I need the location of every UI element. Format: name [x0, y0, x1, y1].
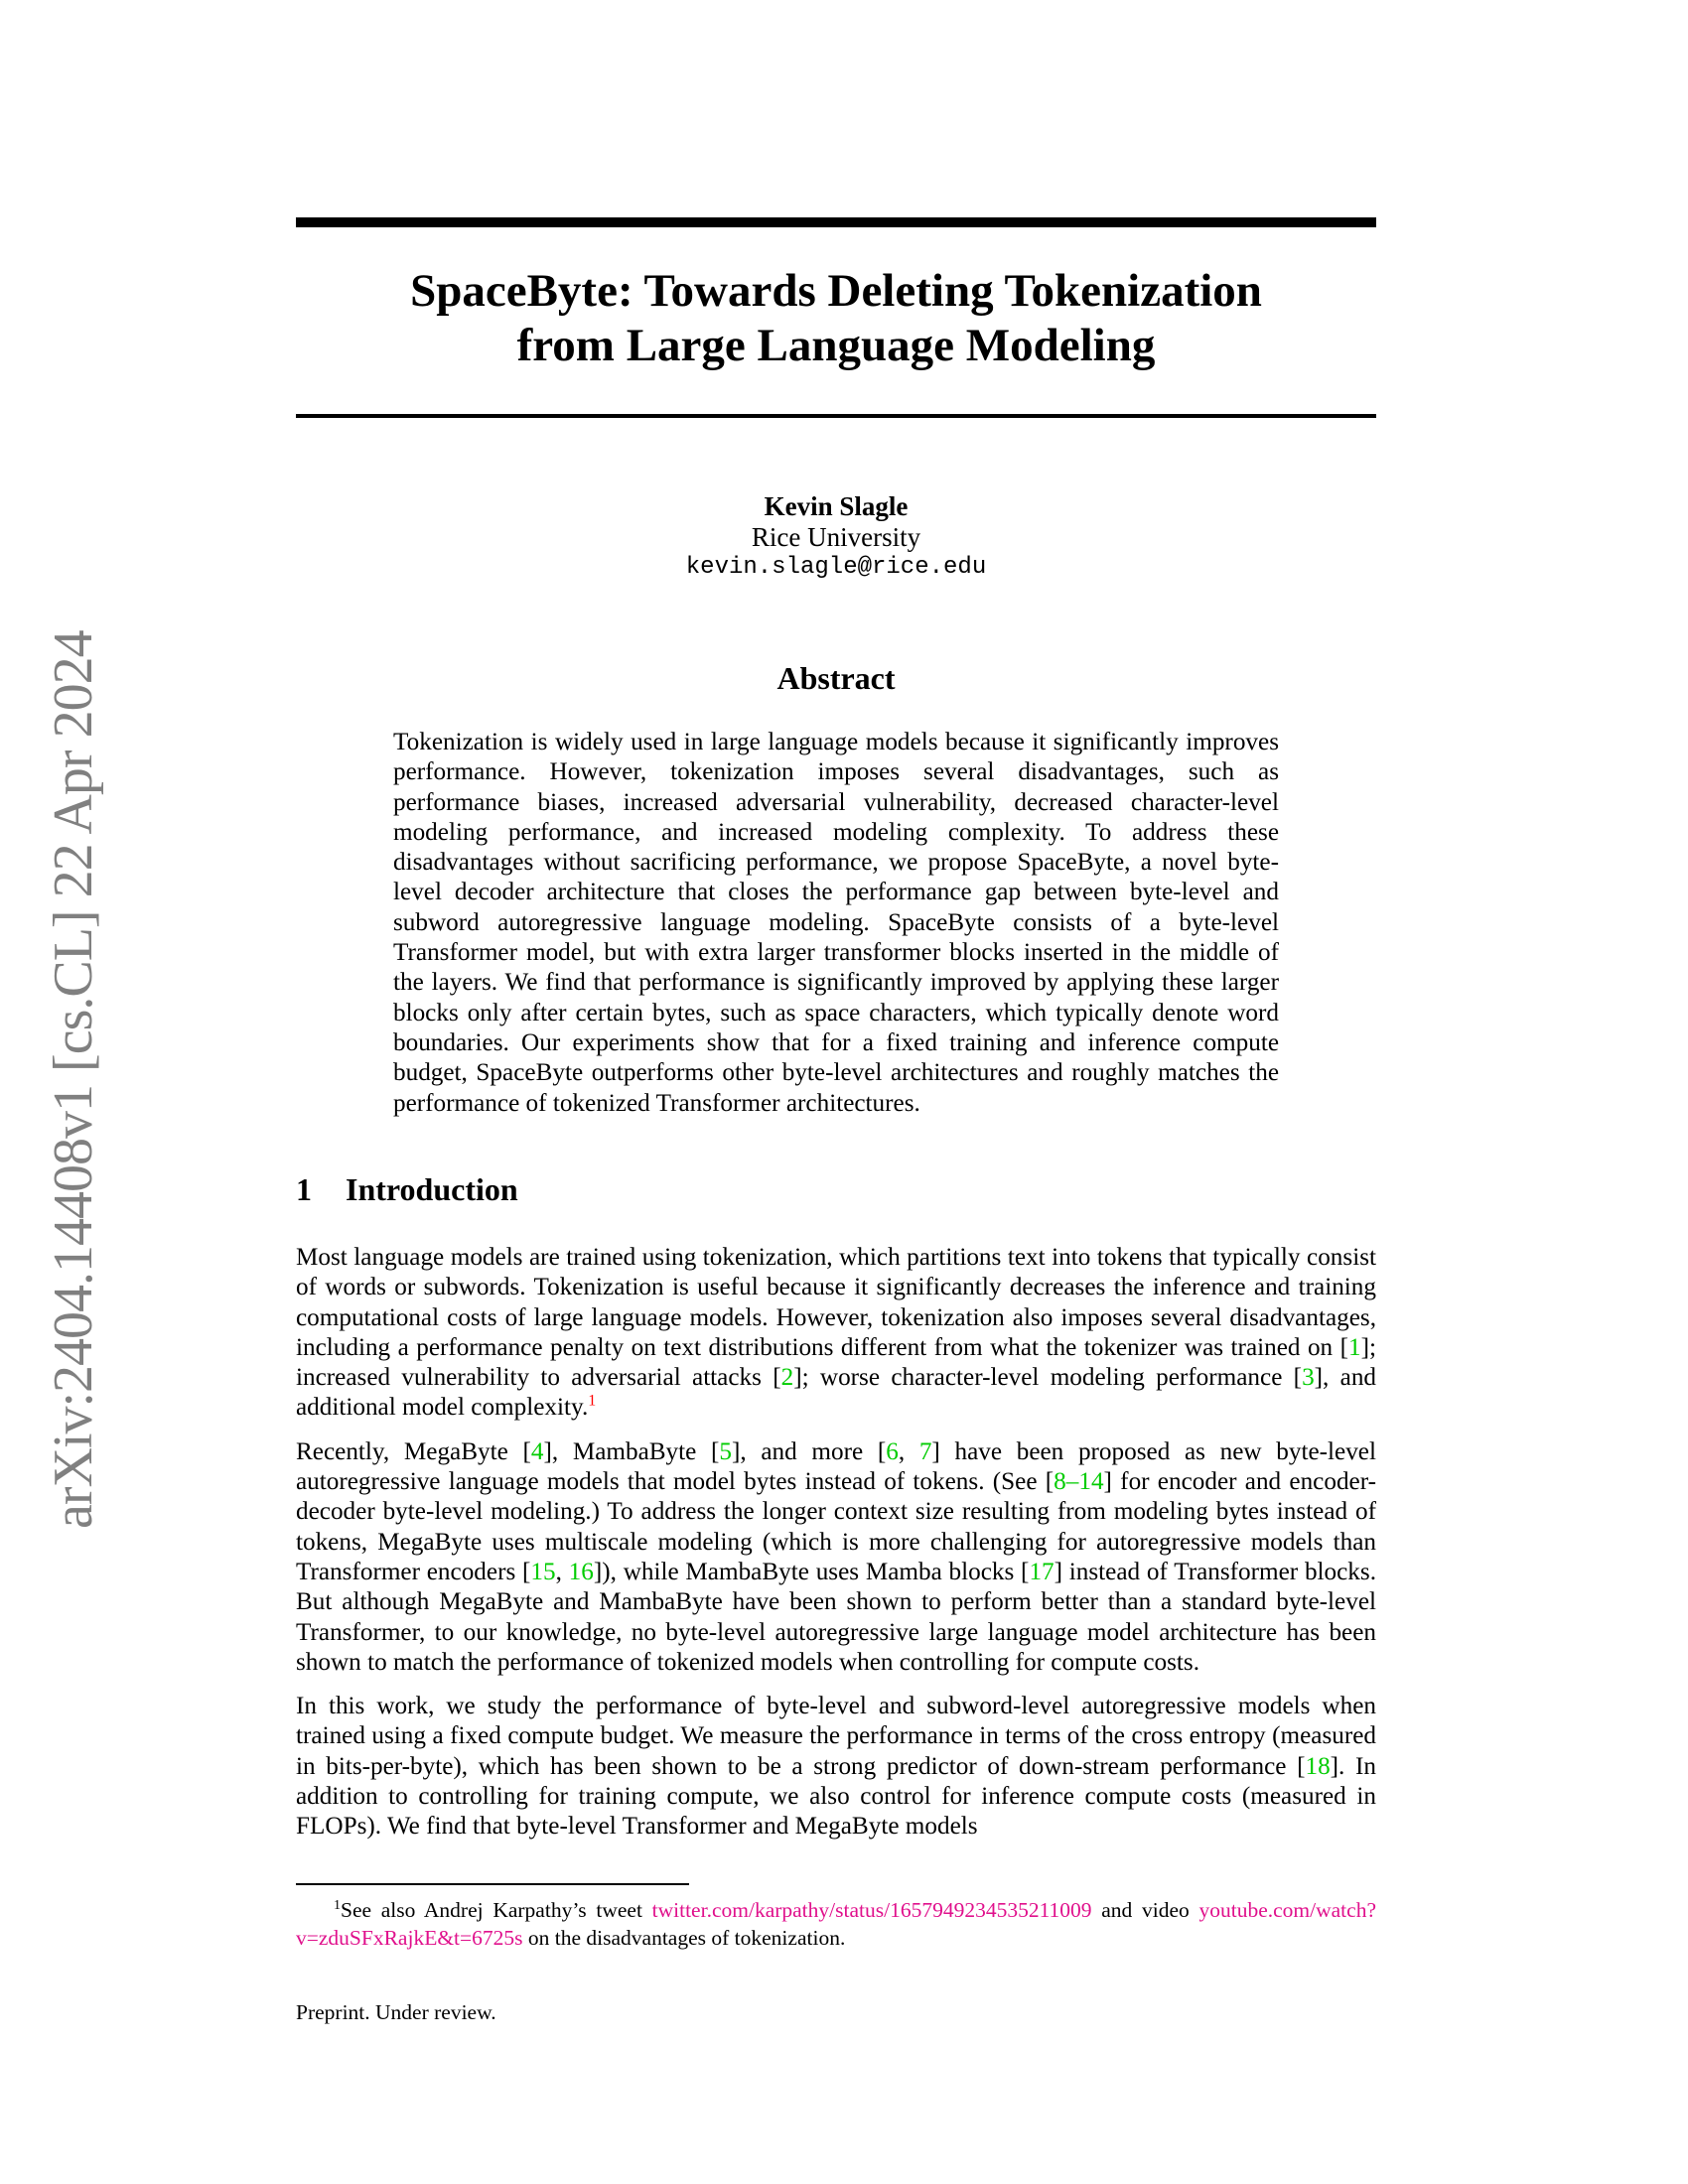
citation-link[interactable]: 2 [780, 1364, 794, 1392]
abstract-heading: Abstract [776, 660, 896, 696]
paper-title [296, 264, 1376, 373]
footnote-rule [296, 1883, 689, 1885]
arxiv-identifier-stamp: arXiv:2404.14408v1 [cs.CL] 22 Apr 2024 [43, 630, 104, 1529]
author-name: Kevin Slagle [764, 491, 909, 521]
text-span: ], and more [ [732, 1437, 887, 1465]
title-line-1: SpaceByte: Towards Deleting Tokenization [410, 265, 1262, 317]
introduction-body [296, 1243, 1376, 1856]
citation-link[interactable]: 4 [530, 1437, 544, 1465]
footnote-1 [296, 1892, 1376, 1952]
title-top-rule [296, 217, 1376, 227]
citation-link[interactable]: 7 [918, 1437, 932, 1465]
citation-link[interactable]: 5 [719, 1437, 732, 1465]
citation-link[interactable]: 1 [1348, 1333, 1361, 1361]
text-span: In this work, we study the performance of byte-level and subword-level autoregressive models when trained using a fixed compute budget. We measure the performance in terms of the cross entropy (measured in bits-per-byte), which has been shown to be a strong predictor of down-stream performance [ [296, 1693, 1376, 1780]
twitter-url-link[interactable]: twitter.com/karpathy/status/1657949234535211009 [651, 1898, 1092, 1923]
section-number: 1 [296, 1171, 312, 1207]
text-span: ]; worse character-level modeling performance [ [793, 1364, 1303, 1392]
text-span: , [898, 1437, 919, 1465]
text-span: Most language models are trained using tokenization, which partitions text into tokens that typically consist of words or subwords. Tokenization is useful because it significantly decreases the inference and training computational costs of large language models. However, tokenization also imposes several disadvantages, including a performance penalty on text distributions different from what the tokenizer was trained on [ [296, 1244, 1376, 1361]
citation-link[interactable]: 3 [1302, 1364, 1315, 1392]
paragraph-1 [296, 1243, 1376, 1424]
text-span: on the disadvantages of tokenization. [522, 1926, 846, 1951]
paragraph-2 [296, 1437, 1376, 1678]
citation-link[interactable]: 17 [1029, 1558, 1055, 1585]
text-span: and video [1091, 1898, 1199, 1923]
text-span: See also Andrej Karpathy’s tweet [341, 1898, 652, 1923]
text-span: Recently, MegaByte [ [296, 1437, 531, 1465]
text-span: ] instead of Transformer blocks. But although MegaByte and MambaByte have been shown to perform better than a standard byte-level Transformer, to our knowledge, no byte-level autoregressive large language model architecture has been shown to match the performance of tokenized models when controlling for compute costs. [296, 1558, 1376, 1676]
text-span: ]; increased vulnerability to adversarial attacks [ [296, 1333, 1376, 1392]
section-title: Introduction [346, 1171, 518, 1207]
text-span: ] for encoder and encoder-decoder byte-level modeling.) To address the longer context size resulting from modeling bytes instead of tokens, MegaByte uses multiscale modeling (which is more challenging for autoregressive models than Transformer encoders [ [296, 1468, 1376, 1585]
author-email[interactable]: kevin.slagle@rice.edu [685, 554, 987, 581]
text-span: ]), while MambaByte uses Mamba blocks [ [593, 1558, 1030, 1585]
text-span: , [555, 1558, 569, 1585]
citation-link[interactable]: 15 [530, 1558, 556, 1585]
text-span: ], MambaByte [ [543, 1437, 720, 1465]
footnote-number: 1 [334, 1898, 341, 1913]
title-bottom-rule [296, 414, 1376, 418]
abstract-text: Tokenization is widely used in large language models because it significantly improves performance. However, tokenization imposes several disadvantages, such as performance biases, increased adversarial vulnerability, decreased character-level modeling performance, and increased modeling complexity. To address these disadvantages without sacrificing performance, we propose SpaceByte, a novel byte-level decoder architecture that closes the performance gap between byte-level and subword autoregressive language modeling. SpaceByte consists of a byte-level Transformer model, but with extra larger transformer blocks inserted in the middle of the layers. We find that performance is significantly improved by applying these larger blocks only after certain bytes, such as space characters, which typically denote word boundaries. Our experiments show that for a fixed training and inference compute budget, SpaceByte outperforms other byte-level architectures and roughly matches the performance of tokenized Transformer architectures. [393, 729, 1279, 1117]
footnote-marker-link[interactable]: 1 [588, 1393, 597, 1411]
preprint-note: Preprint. Under review. [296, 2000, 496, 2024]
text-span: ]. In addition to controlling for training compute, we also control for inference compute costs (measured in FLOPs). We find that byte-level Transformer and MegaByte models [296, 1752, 1376, 1841]
title-line-2: from Large Language Modeling [516, 320, 1156, 371]
citation-link[interactable]: 18 [1305, 1752, 1331, 1780]
citation-link[interactable]: 6 [886, 1437, 899, 1465]
text-span: ] have been proposed as new byte-level autoregressive language models that model bytes instead of tokens. (See [ [296, 1437, 1376, 1496]
text-span: ], and additional model complexity. [296, 1364, 1377, 1422]
citation-link[interactable]: 8–14 [1054, 1468, 1104, 1496]
paragraph-3 [296, 1692, 1376, 1842]
citation-link[interactable]: 16 [568, 1558, 594, 1585]
youtube-url-link[interactable]: youtube.com/watch?v=zduSFxRajkE&t=6725s [296, 1898, 1376, 1951]
author-affiliation: Rice University [751, 522, 921, 552]
section-heading-introduction [296, 1171, 518, 1207]
author-block [296, 490, 1376, 584]
